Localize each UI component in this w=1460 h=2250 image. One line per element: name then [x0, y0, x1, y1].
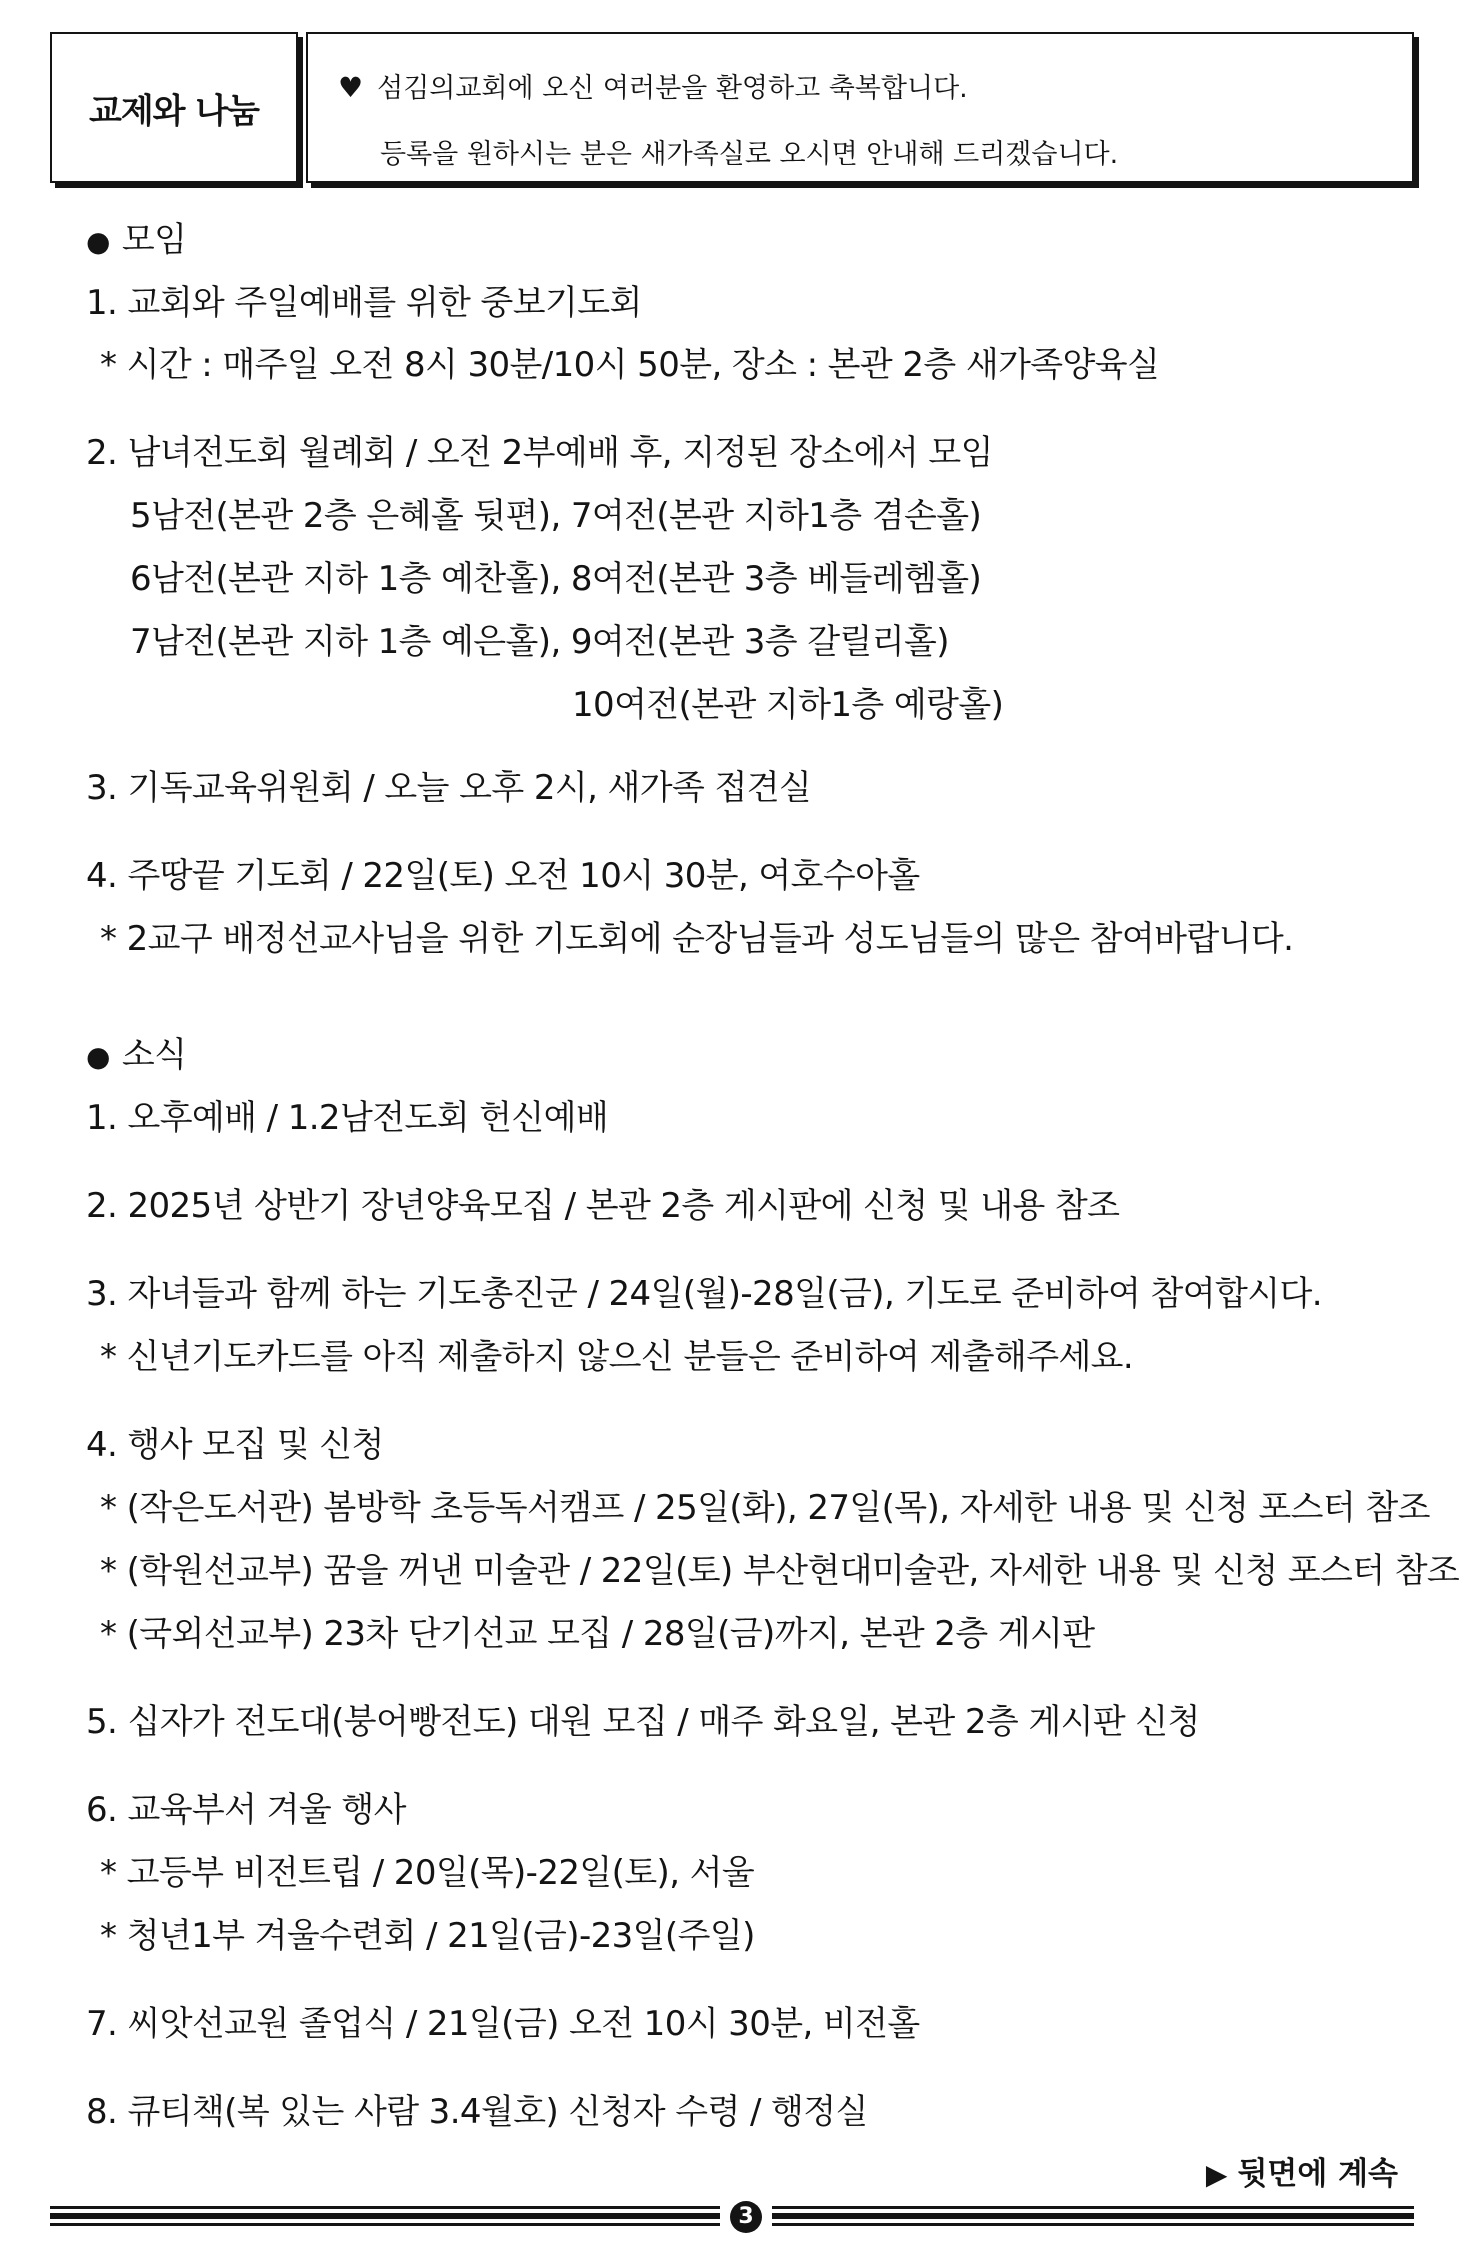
footer-rule-right-bottom — [772, 2223, 1414, 2226]
welcome-text-1: 섬김의교회에 오신 여러분을 환영하고 축복합니다. — [377, 73, 968, 104]
news-note: * 청년1부 겨울수련회 / 21일(금)-23일(주일) — [100, 1916, 755, 1956]
news-item: 8. 큐티책(복 있는 사람 3.4월호) 신청자 수령 / 행정실 — [86, 2092, 868, 2132]
welcome-box — [306, 32, 1414, 183]
meeting-detail: 10여전(본관 지하1층 예랑홀) — [572, 685, 1004, 725]
page-number-badge: 3 — [730, 2201, 762, 2233]
meetings-heading: ● 모임 — [86, 220, 187, 260]
meeting-item: 4. 주땅끝 기도회 / 22일(토) 오전 10시 30분, 여호수아홀 — [86, 856, 920, 896]
meeting-detail: 5남전(본관 2층 은혜홀 뒷편), 7여전(본관 지하1층 겸손홀) — [130, 496, 982, 536]
meeting-detail: 6남전(본관 지하 1층 예찬홀), 8여전(본관 3층 베들레헴홀) — [130, 559, 982, 599]
news-note: * (작은도서관) 봄방학 초등독서캠프 / 25일(화), 27일(목), 자세한 내용 및 신청 포스터 참조 — [100, 1488, 1430, 1528]
bullet-dot-icon: ● — [86, 1040, 110, 1073]
news-item: 6. 교육부서 겨울 행사 — [86, 1790, 406, 1830]
meeting-item: 1. 교회와 주일예배를 위한 중보기도회 — [86, 283, 642, 323]
footer-rule-right-mid — [772, 2213, 1414, 2219]
footer-rule-left-top — [50, 2206, 720, 2209]
meeting-note: * 2교구 배정선교사님을 위한 기도회에 순장님들과 성도님들의 많은 참여바랍니다. — [100, 919, 1294, 959]
news-item: 4. 행사 모집 및 신청 — [86, 1425, 384, 1465]
news-note: * 고등부 비전트립 / 20일(목)-22일(토), 서울 — [100, 1853, 755, 1893]
footer-rule-left-mid — [50, 2213, 720, 2219]
bullet-dot-icon: ● — [86, 225, 110, 258]
news-item: 7. 씨앗선교원 졸업식 / 21일(금) 오전 10시 30분, 비전홀 — [86, 2004, 920, 2044]
meeting-item: 3. 기독교육위원회 / 오늘 오후 2시, 새가족 접견실 — [86, 768, 812, 808]
news-item: 2. 2025년 상반기 장년양육모집 / 본관 2층 게시판에 신청 및 내용 참조 — [86, 1186, 1120, 1226]
welcome-line-2: 등록을 원하시는 분은 새가족실로 오시면 안내해 드리겠습니다. — [380, 139, 1119, 170]
meeting-detail: 7남전(본관 지하 1층 예은홀), 9여전(본관 3층 갈릴리홀) — [130, 622, 949, 662]
welcome-line-1 — [338, 66, 968, 105]
news-heading: ● 소식 — [86, 1035, 187, 1075]
section-title: 교제와 나눔 — [88, 91, 260, 131]
play-arrow-icon: ▶ — [1205, 2158, 1228, 2191]
heart-icon: ♥ — [338, 71, 364, 104]
news-note: * 신년기도카드를 아직 제출하지 않으신 분들은 준비하여 제출해주세요. — [100, 1337, 1134, 1377]
news-item: 5. 십자가 전도대(붕어빵전도) 대원 모집 / 매주 화요일, 본관 2층 게시판 신청 — [86, 1702, 1200, 1742]
news-note: * (국외선교부) 23차 단기선교 모집 / 28일(금)까지, 본관 2층 게시판 — [100, 1614, 1095, 1654]
news-note: * (학원선교부) 꿈을 꺼낸 미술관 / 22일(토) 부산현대미술관, 자세한 내용 및 신청 포스터 참조 — [100, 1551, 1460, 1591]
footer-rule-left-bottom — [50, 2223, 720, 2226]
section-title-box — [50, 32, 298, 183]
continue-note: ▶ 뒷면에 계속 — [1205, 2156, 1398, 2192]
meeting-note: * 시간 : 매주일 오전 8시 30분/10시 50분, 장소 : 본관 2층 새가족양육실 — [100, 345, 1160, 385]
footer-rule-right-top — [772, 2206, 1414, 2209]
news-item: 3. 자녀들과 함께 하는 기도총진군 / 24일(월)-28일(금), 기도로 준비하여 참여합시다. — [86, 1274, 1322, 1314]
news-item: 1. 오후예배 / 1.2남전도회 헌신예배 — [86, 1098, 609, 1138]
meeting-item: 2. 남녀전도회 월례회 / 오전 2부예배 후, 지정된 장소에서 모임 — [86, 433, 993, 473]
